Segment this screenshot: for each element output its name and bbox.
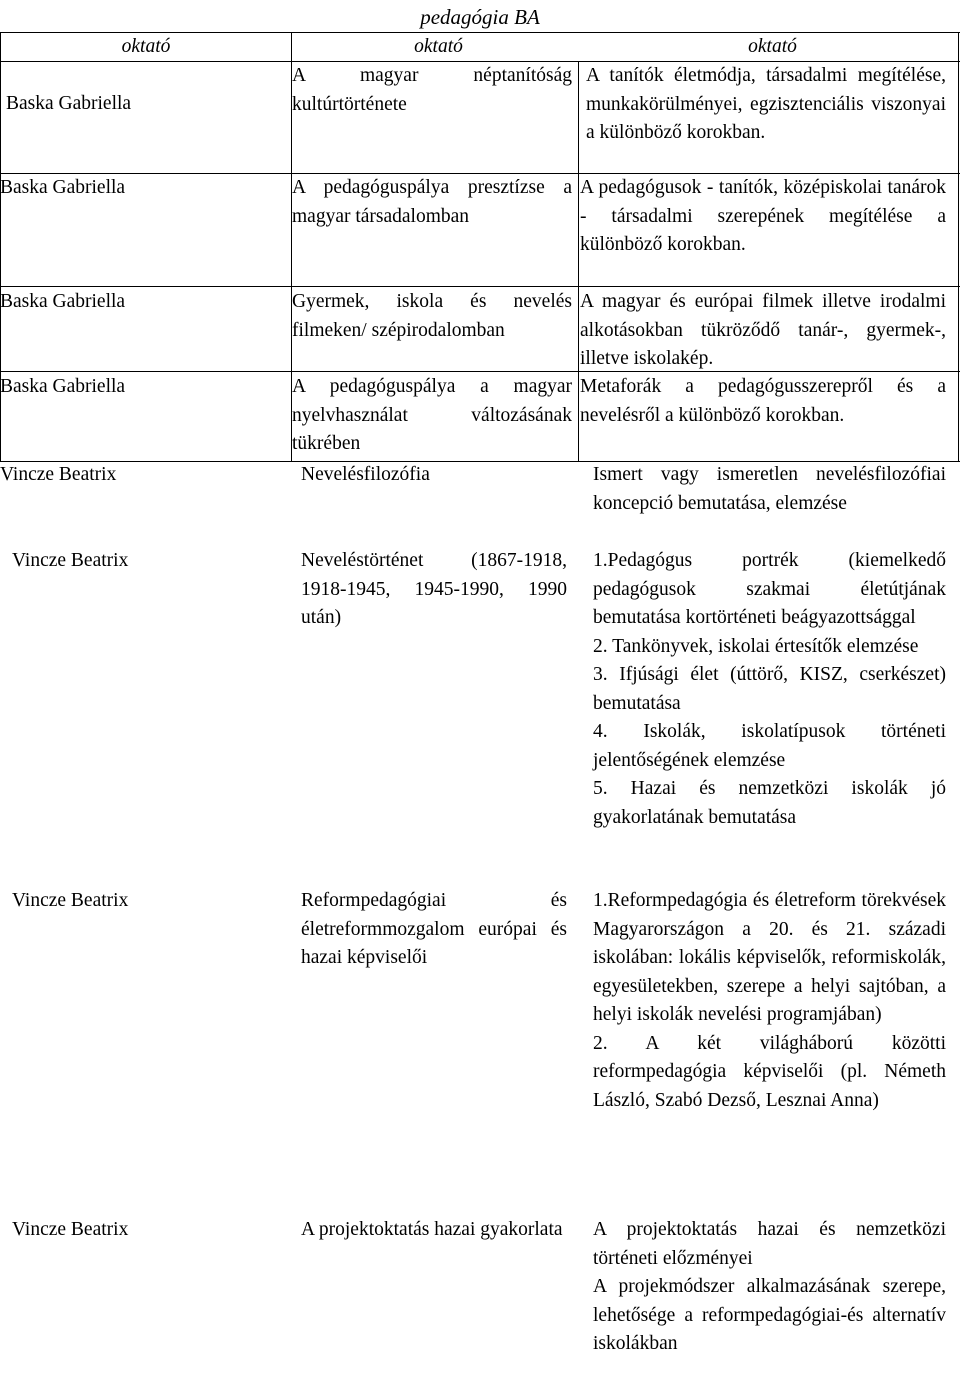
teacher-cell: Baska Gabriella bbox=[0, 177, 126, 198]
topic-cell: Neveléstörténet (1867-1918, 1918-1945, 1945-1990, 1990 után) bbox=[301, 550, 567, 628]
topic-cell: Gyermek, iskola és nevelés filmeken/ szépirodalomban bbox=[292, 291, 572, 341]
description-item: A tanítók életmódja, társadalmi megítélése, munkakörülményei, egzisztenciális viszonyai a különböző korokban. bbox=[586, 65, 946, 143]
table-right-border bbox=[958, 32, 959, 461]
description-cell bbox=[593, 547, 946, 832]
topic-cell: A magyar néptanítóság kultúrtörténete bbox=[292, 65, 572, 115]
table-top-border bbox=[0, 32, 960, 33]
teacher-cell: Baska Gabriella bbox=[0, 291, 126, 312]
description-cell bbox=[580, 373, 946, 430]
description-cell bbox=[593, 887, 946, 1115]
description-item: 1.Reformpedagógia és életreform törekvések Magyarországon a 20. és 21. századi iskolában: lokális képviselők, reformiskolák, egyesületekben, szerepe a helyi sajtóban, a helyi iskolák nevelési programjában) bbox=[593, 890, 946, 1025]
description-cell bbox=[580, 288, 946, 374]
teacher-cell: Vincze Beatrix bbox=[0, 464, 117, 485]
teacher-cell: Baska Gabriella bbox=[6, 93, 132, 114]
teacher-cell: Vincze Beatrix bbox=[12, 1219, 129, 1240]
teacher-cell: Vincze Beatrix bbox=[12, 890, 129, 911]
description-item: 3. Ifjúsági élet (úttörő, KISZ, cserkészet) bemutatása bbox=[593, 664, 946, 714]
description-cell bbox=[586, 62, 946, 148]
column-header-teacher: oktató bbox=[121, 36, 171, 57]
description-item: 2. A két világháború közötti reformpedagógia képviselői (pl. Németh László, Szabó Dezső, Lesznai Anna) bbox=[593, 1032, 946, 1111]
column-header-topic: oktató bbox=[414, 36, 463, 57]
topic-cell: A pedagóguspálya a magyar nyelvhasználat változásának tükrében bbox=[292, 376, 572, 454]
description-item: A pedagógusok - tanítók, középiskolai tanárok - társadalmi szerepének megítélése a különböző korokban. bbox=[580, 177, 946, 255]
topic-cell: Nevelésfilozófia bbox=[301, 464, 430, 485]
topic-cell: A projektoktatás hazai gyakorlata bbox=[301, 1219, 563, 1240]
description-item: A magyar és európai filmek illetve irodalmi alkotásokban tükröződő tanár-, gyermek-, illetve iskolakép. bbox=[580, 291, 946, 369]
page-title: pedagógia BA bbox=[420, 5, 540, 29]
description-item: 2. Tankönyvek, iskolai értesítők elemzése bbox=[593, 635, 919, 657]
description-item: 4. Iskolák, iskolatípusok történeti jelentőségének elemzése bbox=[593, 721, 946, 771]
description-cell bbox=[593, 461, 946, 518]
description-item: A projekmódszer alkalmazásának szerepe, lehetősége a reformpedagógiai-és alternatív iskolákban bbox=[593, 1276, 946, 1354]
teacher-cell: Baska Gabriella bbox=[0, 376, 126, 397]
description-item: 5. Hazai és nemzetközi iskolák jó gyakorlatának bemutatása bbox=[593, 778, 946, 828]
description-item: Ismert vagy ismeretlen nevelésfilozófiai koncepció bemutatása, elemzése bbox=[593, 464, 946, 514]
topic-cell: Reformpedagógiai és életreformmozgalom európai és hazai képviselői bbox=[301, 890, 567, 968]
description-cell bbox=[580, 174, 946, 260]
column-divider-2 bbox=[578, 61, 579, 461]
description-cell bbox=[593, 1216, 946, 1359]
topic-cell: A pedagóguspálya presztízse a magyar társadalomban bbox=[292, 177, 572, 227]
row-divider bbox=[0, 286, 960, 287]
description-item: 1.Pedagógus portrék (kiemelkedő pedagógusok szakmai életútjának bemutatása kortörténeti beágyazottsággal bbox=[593, 550, 946, 628]
column-header-description: oktató bbox=[748, 36, 797, 57]
description-item: Metaforák a pedagógusszerepről és a nevelésről a különböző korokban. bbox=[580, 376, 946, 426]
teacher-cell: Vincze Beatrix bbox=[12, 550, 129, 571]
description-item: A projektoktatás hazai és nemzetközi történeti előzményei bbox=[593, 1219, 946, 1269]
